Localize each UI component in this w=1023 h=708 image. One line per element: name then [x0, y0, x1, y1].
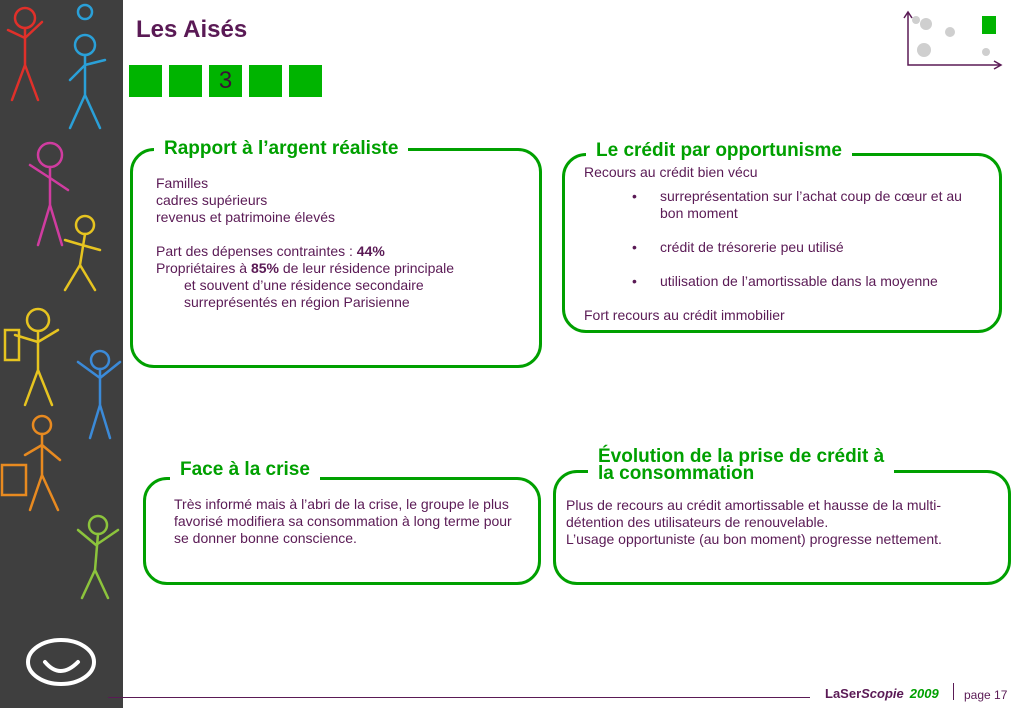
segment-square-5: [289, 65, 322, 97]
evolution-title-line-2: la consommation: [598, 463, 755, 484]
segment-square-4: [249, 65, 282, 97]
credit-outro: Fort recours au crédit immobilier: [584, 307, 785, 323]
page-title: Les Aisés: [136, 16, 248, 43]
evolution-text-2: L’usage opportuniste (au bon moment) progresse nettement.: [566, 531, 942, 547]
rapport-line-1: Familles: [156, 175, 209, 191]
footer-divider: [108, 697, 810, 698]
evolution-title-line-1: Évolution de la prise de crédit à: [598, 446, 885, 467]
segment-square-2: [169, 65, 202, 97]
proprio-label: Propriétaires à: [156, 260, 251, 276]
footer-separator: [953, 683, 954, 700]
stick-figures-illustration: [0, 0, 123, 708]
box-crise-title: Face à la crise: [170, 460, 320, 480]
scatter-graph-icon: [900, 10, 1005, 72]
box-rapport-content: [156, 175, 526, 311]
page-number: page 17: [964, 688, 1008, 702]
proprio-value: 85%: [250, 260, 279, 276]
box-rapport-title: Rapport à l’argent réaliste: [154, 139, 408, 159]
credit-bullet-1: • surreprésentation sur l’achat coup de cœur et au bon moment: [584, 188, 984, 222]
crise-text: Très informé mais à l’abri de la crise, le groupe le plus favorisé modifiera sa consommation à long terme pour se donner bonne conscience.: [174, 496, 512, 546]
box-credit-content: [584, 164, 984, 324]
rapport-sub-2: surreprésentés en région Parisienne: [184, 294, 410, 310]
credit-intro: Recours au crédit bien vécu: [584, 164, 758, 180]
rapport-line-2: cadres supérieurs: [156, 192, 268, 208]
box-credit-title: Le crédit par opportunisme: [586, 141, 852, 161]
rapport-proprio: [156, 260, 526, 277]
rapport-sub-1: et souvent d’une résidence secondaire: [184, 277, 424, 293]
credit-bullet-3: • utilisation de l’amortissable dans la moyenne: [584, 273, 984, 290]
proprio-suffix: de leur résidence principale: [278, 260, 455, 276]
credit-bullet-2: • crédit de trésorerie peu utilisé: [584, 239, 984, 256]
rapport-depenses: [156, 243, 526, 260]
evolution-text: Plus de recours au crédit amortissable et hausse de la multi-détention des utilisateurs de renouvelable.: [566, 497, 942, 530]
sidebar-illustration: [0, 0, 123, 708]
segment-square-current: 3: [209, 65, 242, 97]
footer-brand: [825, 686, 939, 701]
credit-bullet-list: [584, 188, 984, 290]
depenses-value: 44%: [356, 243, 385, 259]
rapport-line-3: revenus et patrimoine élevés: [156, 209, 335, 225]
brand-year: 2009: [909, 686, 939, 701]
evolution-content: [566, 497, 994, 548]
segment-square-1: [129, 65, 162, 97]
depenses-label: Part des dépenses contraintes :: [156, 243, 357, 259]
brand-part-1: LaSer: [825, 686, 862, 701]
brand-part-2: Scopie: [861, 686, 904, 701]
box-evolution-title: [588, 448, 894, 482]
